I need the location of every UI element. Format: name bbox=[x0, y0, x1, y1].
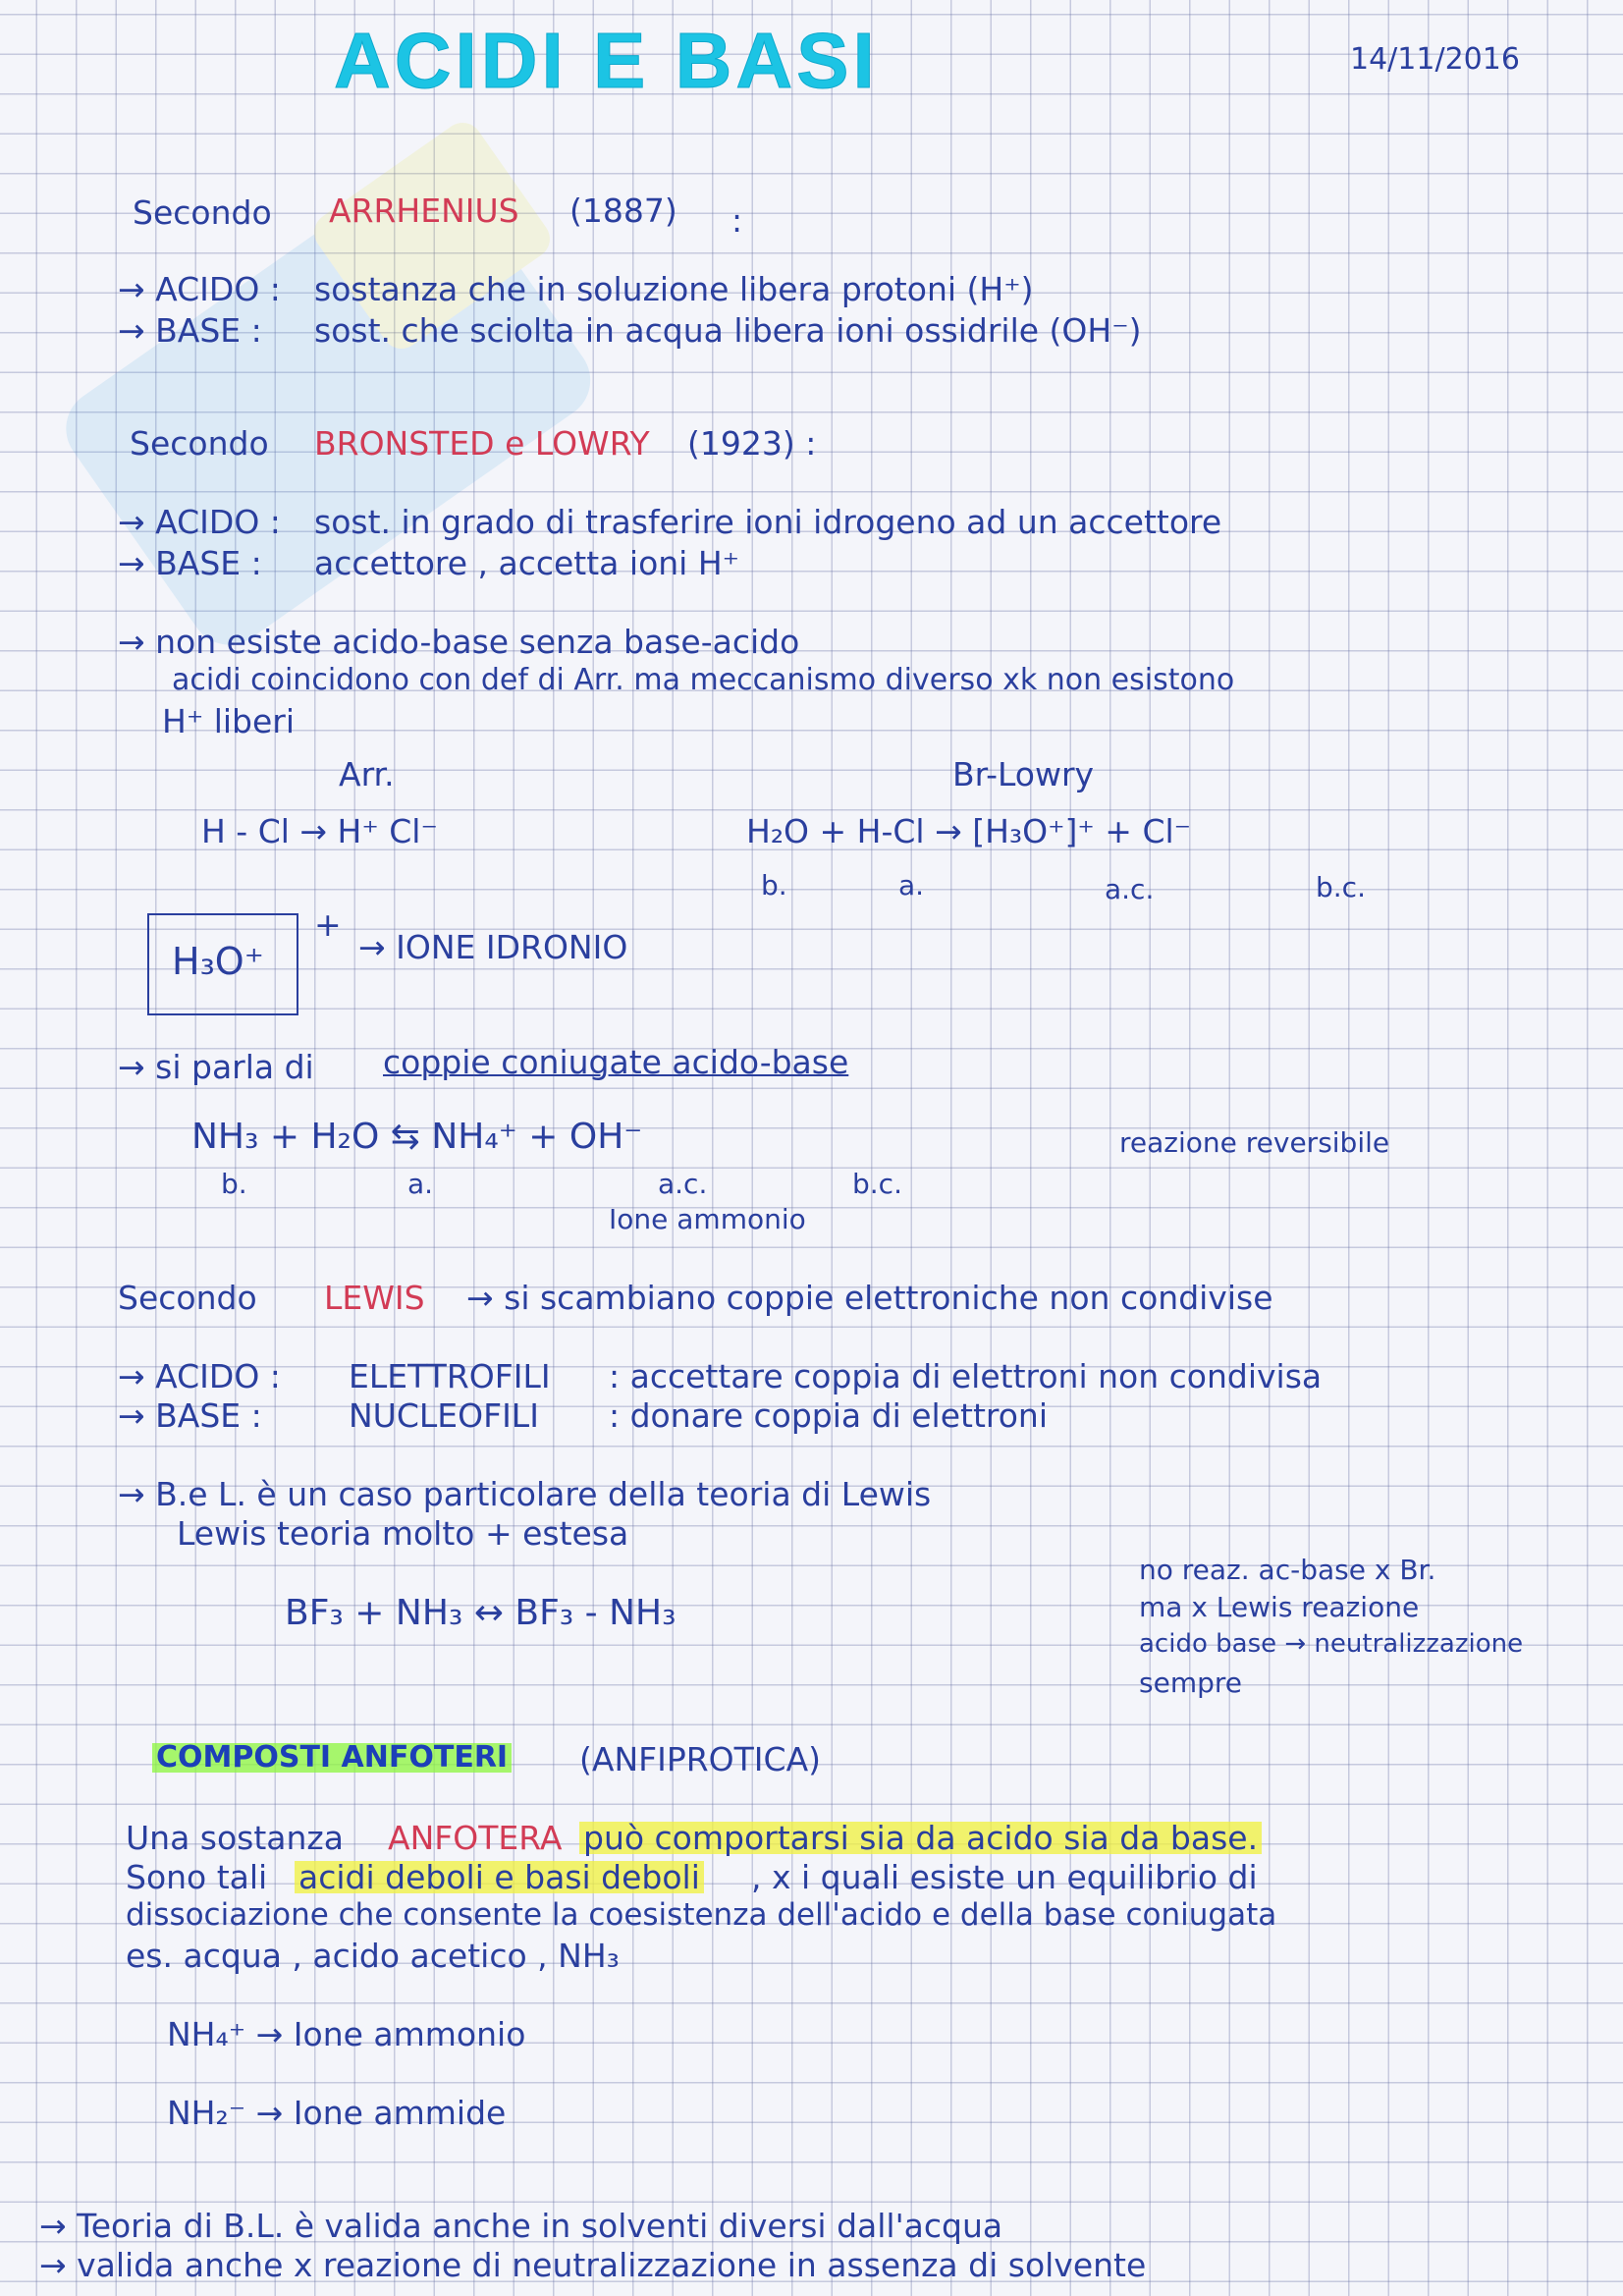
bronsted-acid-label: → ACIDO : bbox=[118, 503, 281, 541]
footer-line1: → Teoria di B.L. è valida anche in solventi diversi dall'acqua bbox=[39, 2207, 1003, 2245]
bronsted-note3: H⁺ liberi bbox=[162, 702, 296, 740]
lewis-name: LEWIS bbox=[324, 1279, 425, 1317]
bronsted-intro: Secondo bbox=[130, 424, 269, 463]
anfoteri-p1a: Una sostanza bbox=[126, 1819, 344, 1857]
anfoteri-alt: (ANFIPROTICA) bbox=[579, 1740, 822, 1778]
anfoteri-ion2: NH₂⁻ → Ione ammide bbox=[167, 2094, 507, 2132]
arrhenius-acid-def: sostanza che in soluzione libera protoni (H⁺) bbox=[314, 270, 1034, 308]
lewis-note1: → B.e L. è un caso particolare della teoria di Lewis bbox=[118, 1475, 932, 1513]
hydronium-label: → IONE IDRONIO bbox=[358, 928, 628, 966]
arrhenius-base-label: → BASE : bbox=[118, 311, 262, 350]
lewis-side3: acido base → neutralizzazione bbox=[1139, 1629, 1524, 1659]
lewis-side4: sempre bbox=[1139, 1667, 1242, 1699]
lewis-side2: ma x Lewis reazione bbox=[1139, 1591, 1420, 1623]
nh3-note: reazione reversibile bbox=[1119, 1126, 1390, 1159]
anfoteri-p2b: acidi deboli e basi deboli bbox=[295, 1861, 704, 1893]
bf3-equation: BF₃ + NH₃ ↔ BF₃ - NH₃ bbox=[285, 1593, 676, 1633]
nh3-role-a: a. bbox=[407, 1168, 434, 1200]
lewis-base-label: → BASE : bbox=[118, 1396, 262, 1435]
brl-equation: H₂O + H-Cl → [H₃O⁺]⁺ + Cl⁻ bbox=[746, 812, 1192, 850]
arrhenius-colon: : bbox=[731, 201, 743, 240]
anfoteri-p3: dissociazione che consente la coesistenza dell'acido e della base coniugata bbox=[126, 1897, 1277, 1933]
hydronium-formula: H₃O⁺ bbox=[172, 940, 264, 983]
anfoteri-p1b: ANFOTERA bbox=[388, 1819, 563, 1857]
lewis-acid-type: ELETTROFILI bbox=[349, 1357, 551, 1395]
hydronium-charge: + bbox=[314, 905, 342, 944]
date: 14/11/2016 bbox=[1350, 42, 1520, 77]
lewis-acid-def: : accettare coppia di elettroni non condivisa bbox=[609, 1357, 1323, 1395]
hydronium-bracket-right bbox=[285, 913, 298, 1015]
arrhenius-acid-label: → ACIDO : bbox=[118, 270, 281, 308]
anfoteri-p2a: Sono tali bbox=[126, 1858, 268, 1896]
arrhenius-base-def: sost. che sciolta in acqua libera ioni ossidrile (OH⁻) bbox=[314, 311, 1142, 350]
brl-role-b: b. bbox=[761, 869, 787, 902]
arrhenius-name: ARRHENIUS bbox=[329, 191, 519, 230]
lewis-acid-label: → ACIDO : bbox=[118, 1357, 281, 1395]
nh3-role-bc: b.c. bbox=[852, 1168, 902, 1200]
lewis-side1: no reaz. ac-base x Br. bbox=[1139, 1554, 1436, 1586]
anfoteri-ion1: NH₄⁺ → Ione ammonio bbox=[167, 2015, 526, 2053]
bronsted-base-def: accettore , accetta ioni H⁺ bbox=[314, 544, 740, 582]
page-title: ACIDI E BASI bbox=[334, 17, 879, 104]
bronsted-year: (1923) : bbox=[687, 424, 817, 463]
lewis-note2: Lewis teoria molto + estesa bbox=[177, 1514, 629, 1553]
arr-equation: H - Cl → H⁺ Cl⁻ bbox=[201, 812, 438, 850]
brl-role-bc: b.c. bbox=[1316, 871, 1366, 903]
pairs-text: coppie coniugate acido-base bbox=[383, 1043, 849, 1081]
arr-label: Arr. bbox=[339, 755, 395, 793]
brl-label: Br-Lowry bbox=[952, 755, 1095, 793]
bronsted-note1: → non esiste acido-base senza base-acido bbox=[118, 623, 800, 661]
nh3-ion: Ione ammonio bbox=[609, 1203, 806, 1235]
bronsted-note2: acidi coincidono con def di Arr. ma meccanismo diverso xk non esistono bbox=[172, 663, 1235, 697]
anfoteri-heading: COMPOSTI ANFOTERI bbox=[152, 1743, 512, 1773]
nh3-equation: NH₃ + H₂O ⇆ NH₄⁺ + OH⁻ bbox=[191, 1117, 643, 1157]
lewis-desc: → si scambiano coppie elettroniche non condivise bbox=[466, 1279, 1273, 1317]
arrhenius-intro: Secondo bbox=[133, 193, 272, 232]
anfoteri-p1c: può comportarsi sia da acido sia da base. bbox=[579, 1822, 1262, 1854]
brl-role-a: a. bbox=[898, 869, 925, 902]
anfoteri-p2c: , x i quali esiste un equilibrio di bbox=[751, 1858, 1258, 1896]
brl-role-ac: a.c. bbox=[1105, 873, 1155, 905]
bronsted-name: BRONSTED e LOWRY bbox=[314, 424, 650, 463]
bronsted-base-label: → BASE : bbox=[118, 544, 262, 582]
anfoteri-p4: es. acqua , acido acetico , NH₃ bbox=[126, 1937, 620, 1975]
footer-line2: → valida anche x reazione di neutralizzazione in assenza di solvente bbox=[39, 2246, 1147, 2284]
nh3-role-b: b. bbox=[221, 1168, 247, 1200]
nh3-role-ac: a.c. bbox=[658, 1168, 708, 1200]
pairs-prefix: → si parla di bbox=[118, 1048, 314, 1086]
lewis-base-type: NUCLEOFILI bbox=[349, 1396, 539, 1435]
arrhenius-year: (1887) bbox=[569, 191, 677, 230]
bronsted-acid-def: sost. in grado di trasferire ioni idrogeno ad un accettore bbox=[314, 503, 1222, 541]
lewis-intro: Secondo bbox=[118, 1279, 257, 1317]
lewis-base-def: : donare coppia di elettroni bbox=[609, 1396, 1048, 1435]
